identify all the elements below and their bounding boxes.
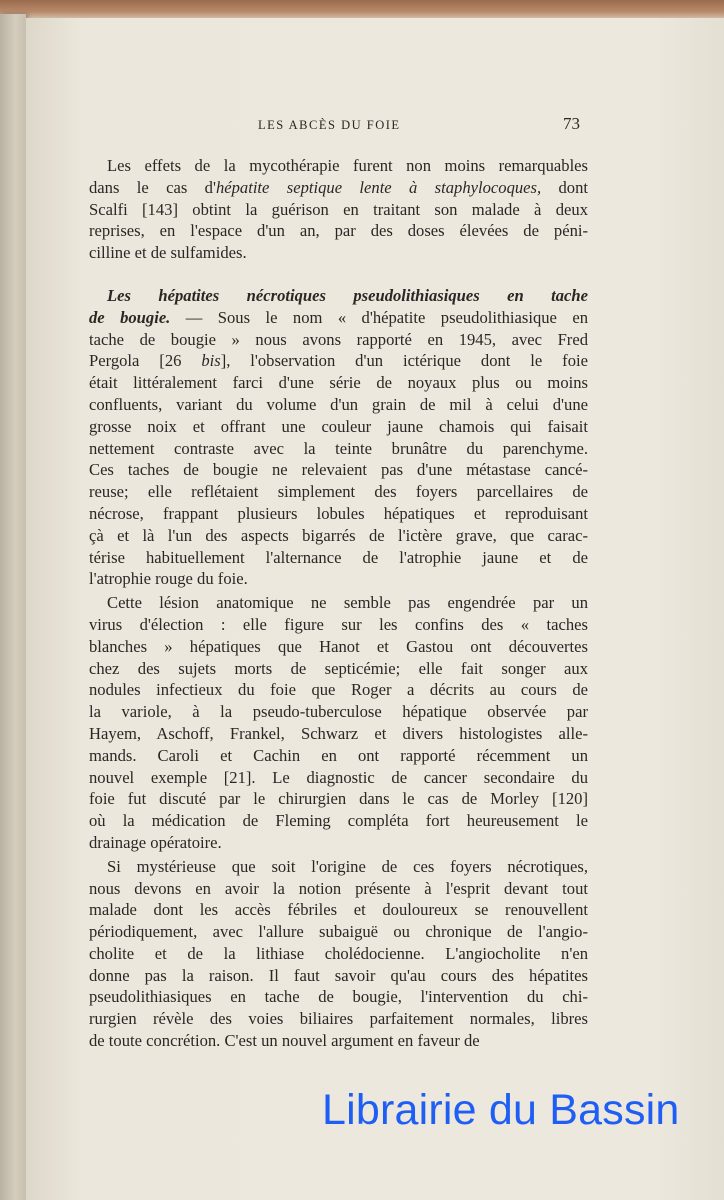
text-run: malade dont les accès fébriles et douloureux se renouvellent (89, 900, 588, 920)
text-line (89, 503, 588, 525)
text-line (89, 899, 588, 921)
text-line (89, 155, 588, 177)
text-line (89, 525, 588, 547)
adjacent-pages-edge (0, 14, 26, 1200)
text-run: périodiquement, avec l'allure subaiguë ou chronique de l'angio- (89, 922, 588, 942)
page-number: 73 (563, 114, 580, 133)
text-run: pseudolithiasiques en tache de bougie, l'intervention du chi- (89, 987, 588, 1007)
paragraph (89, 592, 588, 854)
text-run: donne pas la raison. Il faut savoir qu'au cours des hépatites (89, 965, 588, 985)
text-run: de toute concrétion. C'est un nouvel argument en faveur de (89, 1031, 480, 1051)
text-run: confluents, variant du volume d'un grain de mil à celui d'une (89, 394, 588, 414)
text-run: térise habituellement l'alternance de l'atrophie jaune et de (89, 547, 588, 567)
text-run: nodules infectieux du foie que Roger a décrits au cours de (89, 680, 588, 700)
text-line (89, 943, 588, 965)
text-line (89, 810, 588, 832)
text-line (89, 767, 588, 789)
text-line (89, 636, 588, 658)
text-line (89, 745, 588, 767)
text-run: l'atrophie rouge du foie. (89, 569, 248, 589)
text-line (89, 1008, 588, 1030)
text-run: reuse; elle reflétaient simplement des foyers parcellaires de (89, 482, 588, 502)
text-run: nous devons en avoir la notion présente à l'esprit devant tout (89, 878, 588, 898)
text-line (89, 965, 588, 987)
text-run: dans le cas d' (89, 177, 216, 197)
text-line (89, 459, 588, 481)
text-line (89, 329, 588, 351)
text-run: Si mystérieuse que soit l'origine de ces foyers nécrotiques, (107, 856, 588, 876)
text-run: Cette lésion anatomique ne semble pas engendrée par un (107, 593, 588, 613)
text-line (89, 788, 588, 810)
text-line (89, 307, 588, 329)
text-run: virus d'élection : elle figure sur les confins des « taches (89, 614, 588, 634)
text-run: la variole, à la pseudo-tuberculose hépatique observée par (89, 702, 588, 722)
text-line (89, 568, 588, 590)
text-run: cholite et de la lithiase cholédocienne. L'angiocholite n'en (89, 943, 588, 963)
section-heading-paragraph (89, 285, 588, 590)
text-run: Scalfi [143] obtint la guérison en traitant son malade à deux (89, 199, 588, 219)
text-line (89, 878, 588, 900)
text-run: nécrose, frappant plusieurs lobules hépatiques et reproduisant (89, 503, 588, 523)
text-line (89, 242, 588, 264)
text-run: cilline et de sulfamides. (89, 243, 247, 263)
text-run: — Sous le nom « d'hépatite pseudolithiasique en (170, 307, 588, 327)
text-run: çà et là l'un des aspects bigarrés de l'ictère grave, que carac- (89, 525, 588, 545)
text-line (89, 658, 588, 680)
body-text (89, 155, 588, 1052)
text-run: Hayem, Aschoff, Frankel, Schwarz et divers histologistes alle- (89, 723, 588, 743)
text-line (89, 199, 588, 221)
text-line (89, 1030, 588, 1052)
text-run: tache de bougie » nous avons rapporté en 1945, avec Fred (89, 329, 588, 349)
text-run: Les effets de la mycothérapie furent non moins remarquables (107, 156, 588, 175)
text-line (89, 394, 588, 416)
text-line (89, 701, 588, 723)
text-run: foie fut discuté par le chirurgien dans le cas de Morley [120] (89, 789, 588, 809)
text-line (89, 177, 588, 199)
text-line (89, 350, 588, 372)
text-line (89, 481, 588, 503)
text-line (89, 921, 588, 943)
running-title: LES ABCÈS DU FOIE (258, 118, 401, 132)
text-run: était littéralement farci d'une série de noyaux plus ou moins (89, 373, 588, 393)
text-line (89, 679, 588, 701)
text-run: nettement contraste avec la teinte brunâtre du parenchyme. (89, 438, 588, 458)
text-line (89, 220, 588, 242)
text-line (89, 416, 588, 438)
text-line (89, 372, 588, 394)
text-line (89, 285, 588, 307)
text-run: rurgien révèle des voies biliaires parfaitement normales, libres (89, 1009, 588, 1029)
text-run: Pergola [26 (89, 351, 202, 371)
heading-text: de bougie. (89, 307, 171, 327)
text-run: blanches » hépatiques que Hanot et Gastou ont découvertes (89, 636, 588, 656)
text-run: où la médication de Fleming compléta fort heureusement le (89, 811, 588, 831)
text-run: nouvel exemple [21]. Le diagnostic de cancer secondaire du (89, 767, 588, 787)
text-line (89, 856, 588, 878)
heading-text: Les hépatites nécrotiques pseudolithiasiques en tache (107, 285, 588, 305)
text-line (89, 614, 588, 636)
book-top-edge (0, 0, 724, 20)
paragraph (89, 856, 588, 1052)
text-line (89, 832, 588, 854)
text-run: chez des sujets morts de septicémie; elle fait songer aux (89, 658, 588, 678)
watermark: Librairie du Bassin (322, 1086, 680, 1134)
text-line (89, 723, 588, 745)
text-run: grosse noix et offrant une couleur jaune chamois qui faisait (89, 416, 588, 436)
text-run: drainage opératoire. (89, 832, 222, 852)
paragraph (89, 155, 588, 264)
text-run: dont (541, 177, 588, 197)
text-line (89, 592, 588, 614)
text-run: mands. Caroli et Cachin en ont rapporté récemment un (89, 745, 588, 765)
text-run: reprises, en l'espace d'un an, par des doses élevées de péni- (89, 221, 588, 241)
text-run: ], l'observation d'un ictérique dont le foie (220, 351, 588, 371)
italic-text: hépatite septique lente à staphylocoques, (215, 177, 542, 197)
text-line (89, 438, 588, 460)
italic-text: bis (201, 351, 221, 371)
text-line (89, 986, 588, 1008)
text-run: Ces taches de bougie ne relevaient pas d'une métastase cancé- (89, 460, 588, 480)
text-line (89, 547, 588, 569)
